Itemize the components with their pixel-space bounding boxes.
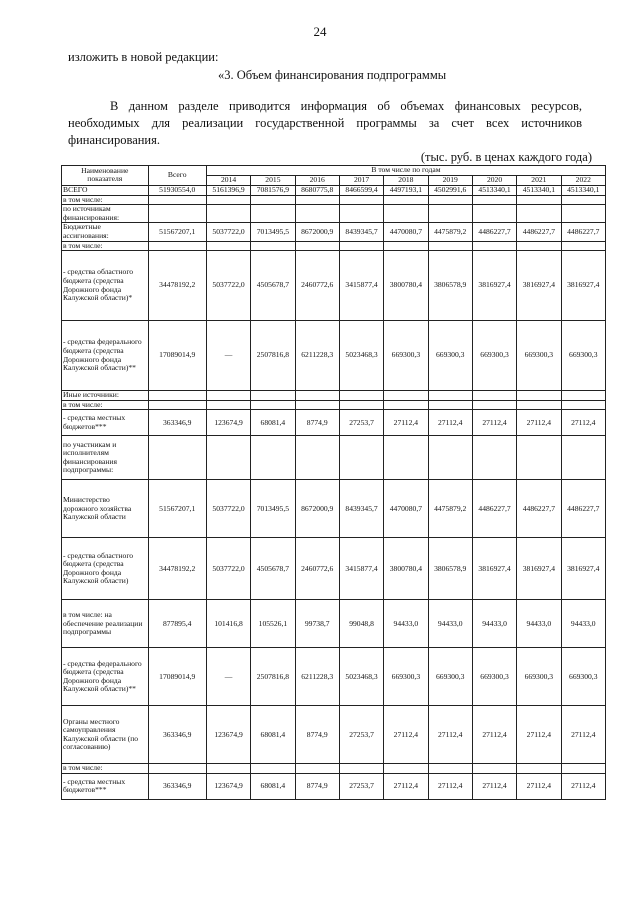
cell-year-value: 4486227,7 [561,223,605,241]
cell-year-value: 669300,3 [384,648,428,706]
cell-year-value: 4513340,1 [561,185,605,195]
table-row [62,251,606,321]
cell-year-value: 8439345,7 [339,480,383,538]
row-label: в том числе: [62,764,149,774]
cell-year-value: 4475879,2 [428,480,472,538]
header-year: 2016 [295,175,339,185]
table-row [62,773,606,799]
table-row [62,205,606,223]
cell-year-value [206,391,250,401]
cell-year-value: 4486227,7 [472,223,516,241]
cell-total [148,205,206,223]
cell-year-value: 94433,0 [472,600,516,648]
financing-table [61,165,606,800]
cell-year-value: 3816927,4 [517,538,561,600]
section-title: «3. Объем финансирования подпрограммы [218,68,447,82]
cell-year-value: 669300,3 [472,648,516,706]
cell-year-value: 5037722,0 [206,480,250,538]
cell-year-value: 27253,7 [339,773,383,799]
cell-year-value: 4486227,7 [517,223,561,241]
cell-year-value: 5023468,3 [339,648,383,706]
intro-line: изложить в новой редакции: [68,50,219,64]
cell-year-value [295,205,339,223]
row-label: по участникам и исполнителям финансирования подпрограммы: [62,436,149,480]
cell-year-value: 3816927,4 [561,538,605,600]
cell-year-value: 4497193,1 [384,185,428,195]
cell-year-value [339,764,383,774]
cell-year-value [561,391,605,401]
cell-year-value: 669300,3 [384,321,428,391]
cell-year-value: 27112,4 [384,410,428,436]
cell-year-value: 27112,4 [472,773,516,799]
row-label: в том числе: [62,195,149,205]
cell-year-value [339,436,383,480]
cell-year-value [428,195,472,205]
row-label: по источникам финансирования: [62,205,149,223]
cell-year-value: 7013495,5 [251,480,295,538]
cell-year-value: 669300,3 [561,648,605,706]
cell-year-value: 27112,4 [517,773,561,799]
cell-year-value: 8680775,8 [295,185,339,195]
cell-year-value: 8672000,9 [295,223,339,241]
cell-total [148,436,206,480]
table-row [62,241,606,251]
cell-year-value [472,205,516,223]
cell-year-value: 4502991,6 [428,185,472,195]
table-row [62,321,606,391]
cell-year-value: — [206,648,250,706]
cell-total [148,764,206,774]
cell-year-value [206,400,250,410]
cell-year-value [561,195,605,205]
cell-year-value: 8774,9 [295,706,339,764]
cell-year-value [517,241,561,251]
cell-total [148,241,206,251]
row-label: в том числе: [62,241,149,251]
cell-year-value: 68081,4 [251,773,295,799]
cell-year-value: 2460772,6 [295,251,339,321]
header-year: 2021 [517,175,561,185]
cell-year-value: 8439345,7 [339,223,383,241]
cell-year-value [561,205,605,223]
cell-total: 877895,4 [148,600,206,648]
header-years-group: В том числе по годам [206,166,605,176]
cell-total: 363346,9 [148,706,206,764]
cell-year-value: 68081,4 [251,410,295,436]
cell-year-value [206,241,250,251]
cell-year-value: 8466599,4 [339,185,383,195]
cell-year-value [561,436,605,480]
table-row [62,538,606,600]
cell-year-value [472,391,516,401]
header-year: 2017 [339,175,383,185]
row-label: Министерство дорожного хозяйства Калужской области [62,480,149,538]
table-row [62,185,606,195]
cell-year-value [295,195,339,205]
header-name: Наименование показателя [62,166,149,186]
row-label: в том числе: [62,400,149,410]
table-row [62,410,606,436]
cell-year-value: 3415877,4 [339,538,383,600]
cell-year-value: 3816927,4 [472,538,516,600]
cell-year-value [561,400,605,410]
row-label: Иные источники: [62,391,149,401]
cell-year-value [384,195,428,205]
cell-year-value [428,205,472,223]
cell-year-value: 3415877,4 [339,251,383,321]
row-label: Бюджетные ассигнования: [62,223,149,241]
table-row [62,391,606,401]
cell-year-value: 6211228,3 [295,321,339,391]
header-year: 2014 [206,175,250,185]
section-paragraph: В данном разделе приводится информация об объемах финансовых ресурсов, необходимых для реализации государственной программы за счет всех источников финансирования. [68,99,582,147]
header-year: 2022 [561,175,605,185]
table-row [62,223,606,241]
row-label: - средства местных бюджетов*** [62,410,149,436]
cell-year-value [472,400,516,410]
cell-year-value [206,436,250,480]
cell-year-value: 94433,0 [561,600,605,648]
cell-year-value [206,764,250,774]
units-note: (тыс. руб. в ценах каждого года) [420,150,592,164]
cell-year-value: 4505678,7 [251,538,295,600]
cell-year-value: 101416,8 [206,600,250,648]
cell-year-value: 4486227,7 [472,480,516,538]
cell-total: 51567207,1 [148,480,206,538]
cell-total: 34478192,2 [148,538,206,600]
cell-year-value: 27112,4 [517,706,561,764]
cell-year-value [517,436,561,480]
cell-year-value [206,205,250,223]
cell-year-value: 669300,3 [561,321,605,391]
cell-year-value: 3806578,9 [428,251,472,321]
cell-year-value: 8774,9 [295,410,339,436]
header-year: 2020 [472,175,516,185]
cell-year-value [384,241,428,251]
cell-year-value: 5037722,0 [206,223,250,241]
cell-year-value [384,400,428,410]
cell-total [148,391,206,401]
cell-year-value: 669300,3 [472,321,516,391]
cell-year-value: 2507816,8 [251,648,295,706]
cell-year-value [251,391,295,401]
cell-year-value [339,205,383,223]
header-total: Всего [148,166,206,186]
cell-year-value: 94433,0 [517,600,561,648]
cell-year-value [251,195,295,205]
cell-year-value: 4513340,1 [517,185,561,195]
cell-year-value [251,400,295,410]
row-label: - средства областного бюджета (средства Дорожного фонда Калужской области) [62,538,149,600]
cell-year-value [251,241,295,251]
header-year: 2018 [384,175,428,185]
table-row [62,764,606,774]
cell-year-value [384,205,428,223]
cell-year-value [428,764,472,774]
cell-year-value: 27112,4 [428,773,472,799]
cell-year-value: 27112,4 [517,410,561,436]
cell-year-value: 27112,4 [428,410,472,436]
cell-year-value [295,400,339,410]
table-row [62,195,606,205]
table-header [62,166,606,186]
row-label: Органы местного самоуправления Калужской области (по согласованию) [62,706,149,764]
cell-year-value: 4475879,2 [428,223,472,241]
cell-year-value: 669300,3 [428,321,472,391]
table-body [62,185,606,799]
cell-year-value: 3816927,4 [517,251,561,321]
table-row [62,480,606,538]
cell-year-value [517,764,561,774]
cell-year-value: 7081576,9 [251,185,295,195]
cell-year-value: 94433,0 [428,600,472,648]
cell-year-value: 27253,7 [339,410,383,436]
cell-year-value: 99738,7 [295,600,339,648]
cell-year-value: 27112,4 [561,706,605,764]
cell-year-value: 27112,4 [561,773,605,799]
cell-year-value [428,400,472,410]
header-year: 2019 [428,175,472,185]
cell-year-value: 123674,9 [206,410,250,436]
cell-total: 51930554,0 [148,185,206,195]
cell-total: 51567207,1 [148,223,206,241]
row-label: в том числе: на обеспечение реализации подпрограммы [62,600,149,648]
cell-year-value: 3816927,4 [561,251,605,321]
cell-year-value [472,241,516,251]
cell-year-value: 105526,1 [251,600,295,648]
cell-total: 363346,9 [148,773,206,799]
table-row [62,400,606,410]
cell-year-value: 669300,3 [428,648,472,706]
cell-year-value: 27253,7 [339,706,383,764]
cell-year-value [339,391,383,401]
cell-year-value: 8672000,9 [295,480,339,538]
cell-year-value: 4470080,7 [384,223,428,241]
cell-year-value [472,436,516,480]
cell-year-value: 27112,4 [472,410,516,436]
cell-year-value: 123674,9 [206,773,250,799]
cell-year-value [339,195,383,205]
cell-year-value [295,436,339,480]
header-year: 2015 [251,175,295,185]
cell-total [148,400,206,410]
cell-year-value: 669300,3 [517,648,561,706]
cell-year-value: 5023468,3 [339,321,383,391]
cell-year-value [295,391,339,401]
cell-year-value [384,436,428,480]
cell-year-value: 4513340,1 [472,185,516,195]
row-label: - средства местных бюджетов*** [62,773,149,799]
cell-year-value [339,400,383,410]
cell-year-value: 669300,3 [517,321,561,391]
cell-year-value [517,195,561,205]
cell-year-value [517,400,561,410]
cell-year-value [384,391,428,401]
cell-total [148,195,206,205]
cell-year-value [339,241,383,251]
cell-year-value [472,764,516,774]
cell-year-value [561,241,605,251]
row-label: - средства областного бюджета (средства Дорожного фонда Калужской области)* [62,251,149,321]
cell-year-value [251,205,295,223]
cell-year-value [295,241,339,251]
page-number: 24 [313,24,327,39]
cell-year-value: 8774,9 [295,773,339,799]
cell-year-value: 27112,4 [384,706,428,764]
cell-year-value: 3800780,4 [384,538,428,600]
cell-year-value [428,241,472,251]
cell-year-value [384,764,428,774]
cell-year-value: 7013495,5 [251,223,295,241]
cell-year-value [517,391,561,401]
cell-year-value: 123674,9 [206,706,250,764]
cell-year-value: 2507816,8 [251,321,295,391]
table-row [62,600,606,648]
cell-year-value: 2460772,6 [295,538,339,600]
cell-year-value: 27112,4 [472,706,516,764]
table-row [62,706,606,764]
cell-year-value [517,205,561,223]
cell-year-value: 5161396,9 [206,185,250,195]
cell-year-value: 3806578,9 [428,538,472,600]
row-label: ВСЕГО [62,185,149,195]
cell-year-value: 27112,4 [384,773,428,799]
cell-year-value: 4505678,7 [251,251,295,321]
cell-year-value [428,436,472,480]
table-row [62,648,606,706]
cell-total: 34478192,2 [148,251,206,321]
cell-year-value: 4470080,7 [384,480,428,538]
cell-year-value [251,764,295,774]
cell-year-value: 94433,0 [384,600,428,648]
cell-year-value [206,195,250,205]
cell-year-value: 3800780,4 [384,251,428,321]
row-label: - средства федерального бюджета (средства Дорожного фонда Калужской области)** [62,648,149,706]
cell-total: 17089014,9 [148,648,206,706]
cell-year-value [472,195,516,205]
cell-total: 17089014,9 [148,321,206,391]
cell-year-value: 68081,4 [251,706,295,764]
cell-year-value [295,764,339,774]
cell-year-value: 3816927,4 [472,251,516,321]
table-row [62,436,606,480]
cell-year-value [428,391,472,401]
cell-year-value: 4486227,7 [517,480,561,538]
cell-year-value: 27112,4 [561,410,605,436]
cell-year-value: 6211228,3 [295,648,339,706]
cell-total: 363346,9 [148,410,206,436]
row-label: - средства федерального бюджета (средства Дорожного фонда Калужской области)** [62,321,149,391]
cell-year-value: — [206,321,250,391]
cell-year-value: 99048,8 [339,600,383,648]
cell-year-value: 5037722,0 [206,538,250,600]
cell-year-value [251,436,295,480]
cell-year-value: 5037722,0 [206,251,250,321]
cell-year-value [561,764,605,774]
cell-year-value: 27112,4 [428,706,472,764]
cell-year-value: 4486227,7 [561,480,605,538]
